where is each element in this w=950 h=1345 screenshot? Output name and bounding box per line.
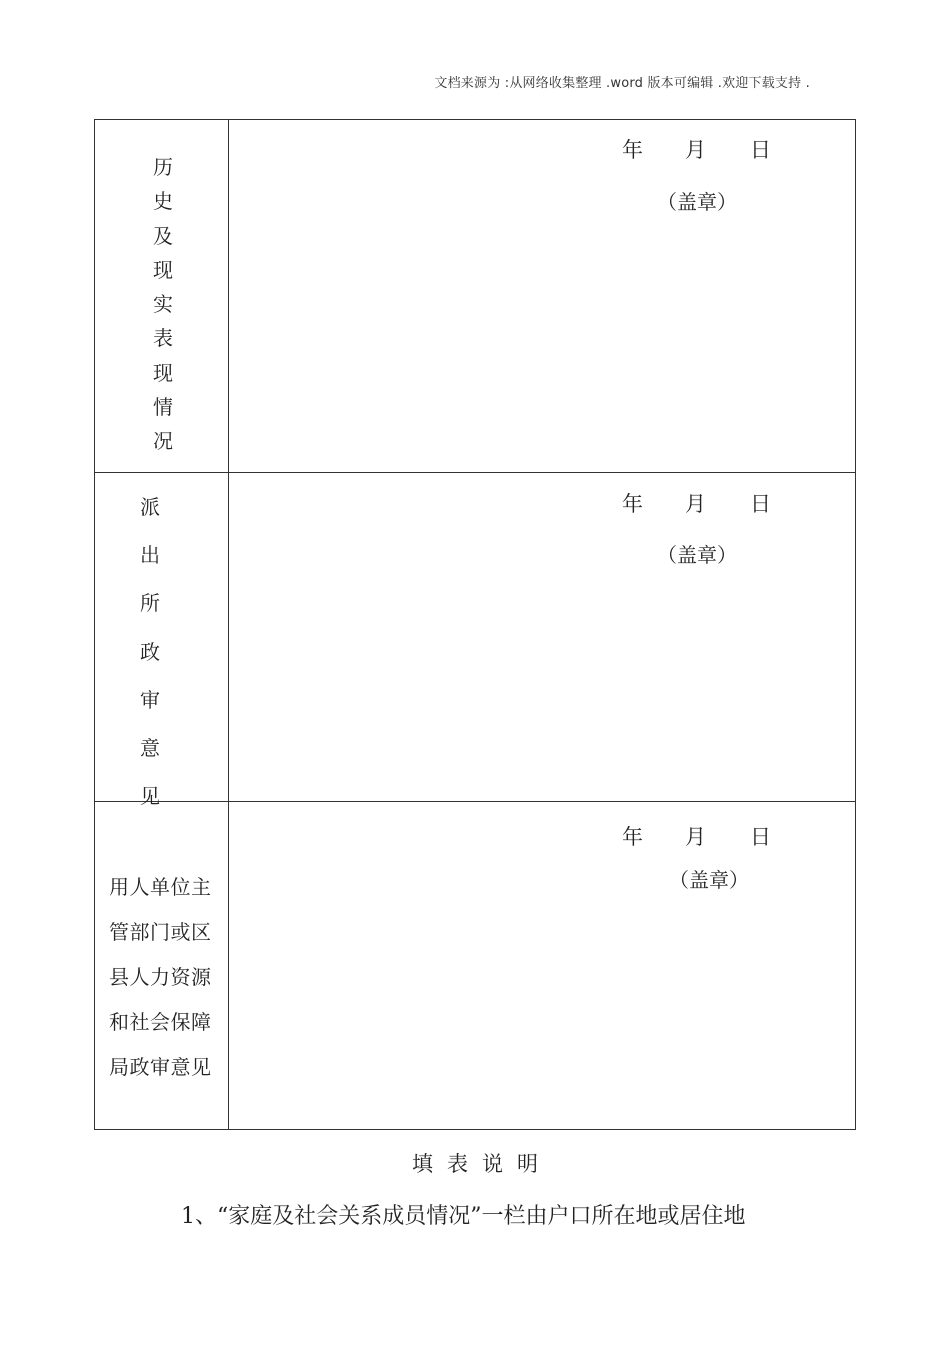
instructions-line-1: 1、“家庭及社会关系成员情况”一栏由户口所在地或居住地 — [181, 1204, 746, 1229]
header-note: 文档来源为 :从网络收集整理 .word 版本可编辑 .欢迎下载支持 . — [434, 76, 810, 91]
month-label: 月 — [685, 825, 706, 849]
label-line: 和社会保障 — [109, 1010, 212, 1034]
day-label: 日 — [750, 825, 771, 849]
label-cell-history-performance — [95, 120, 229, 472]
seal-label-police: （盖章） — [657, 543, 737, 567]
label-char: 现 — [153, 257, 173, 282]
year-label: 年 — [622, 138, 643, 162]
label-char: 见 — [140, 784, 160, 809]
row-history-performance — [95, 120, 855, 473]
year-label: 年 — [622, 492, 643, 516]
label-cell-employer-hr-review — [95, 802, 229, 1130]
label-char: 情 — [153, 395, 173, 420]
year-label: 年 — [622, 825, 643, 849]
label-char: 审 — [140, 687, 160, 712]
label-line: 管部门或区 — [109, 920, 212, 944]
label-char: 意 — [140, 735, 160, 760]
row-label-history-performance — [153, 150, 173, 459]
month-label: 月 — [685, 492, 706, 516]
seal-label-history: （盖章） — [657, 190, 737, 214]
day-label: 日 — [750, 138, 771, 162]
review-form-table — [94, 119, 856, 1130]
label-char: 现 — [153, 360, 173, 385]
label-char: 况 — [153, 429, 173, 454]
label-cell-police-review — [95, 473, 229, 809]
label-char: 实 — [153, 292, 173, 317]
row-label-police-review — [140, 483, 160, 820]
row-label-employer-hr-review — [109, 865, 212, 1090]
month-label: 月 — [685, 138, 706, 162]
label-char: 表 — [153, 326, 173, 351]
instructions-title: 填表说明 — [412, 1152, 552, 1176]
row-police-review — [95, 473, 855, 809]
label-line: 局政审意见 — [109, 1055, 212, 1079]
label-line: 县人力资源 — [109, 965, 212, 989]
label-char: 所 — [140, 591, 160, 616]
row-employer-hr-review — [95, 802, 855, 1130]
seal-label-employer: （盖章） — [669, 868, 749, 892]
label-char: 出 — [140, 543, 160, 568]
label-char: 政 — [140, 639, 160, 664]
label-char: 及 — [153, 223, 173, 248]
label-char: 派 — [140, 495, 160, 519]
label-char: 史 — [153, 189, 173, 214]
label-line: 用人单位主 — [109, 875, 212, 899]
label-char: 历 — [153, 155, 173, 179]
day-label: 日 — [750, 492, 771, 516]
